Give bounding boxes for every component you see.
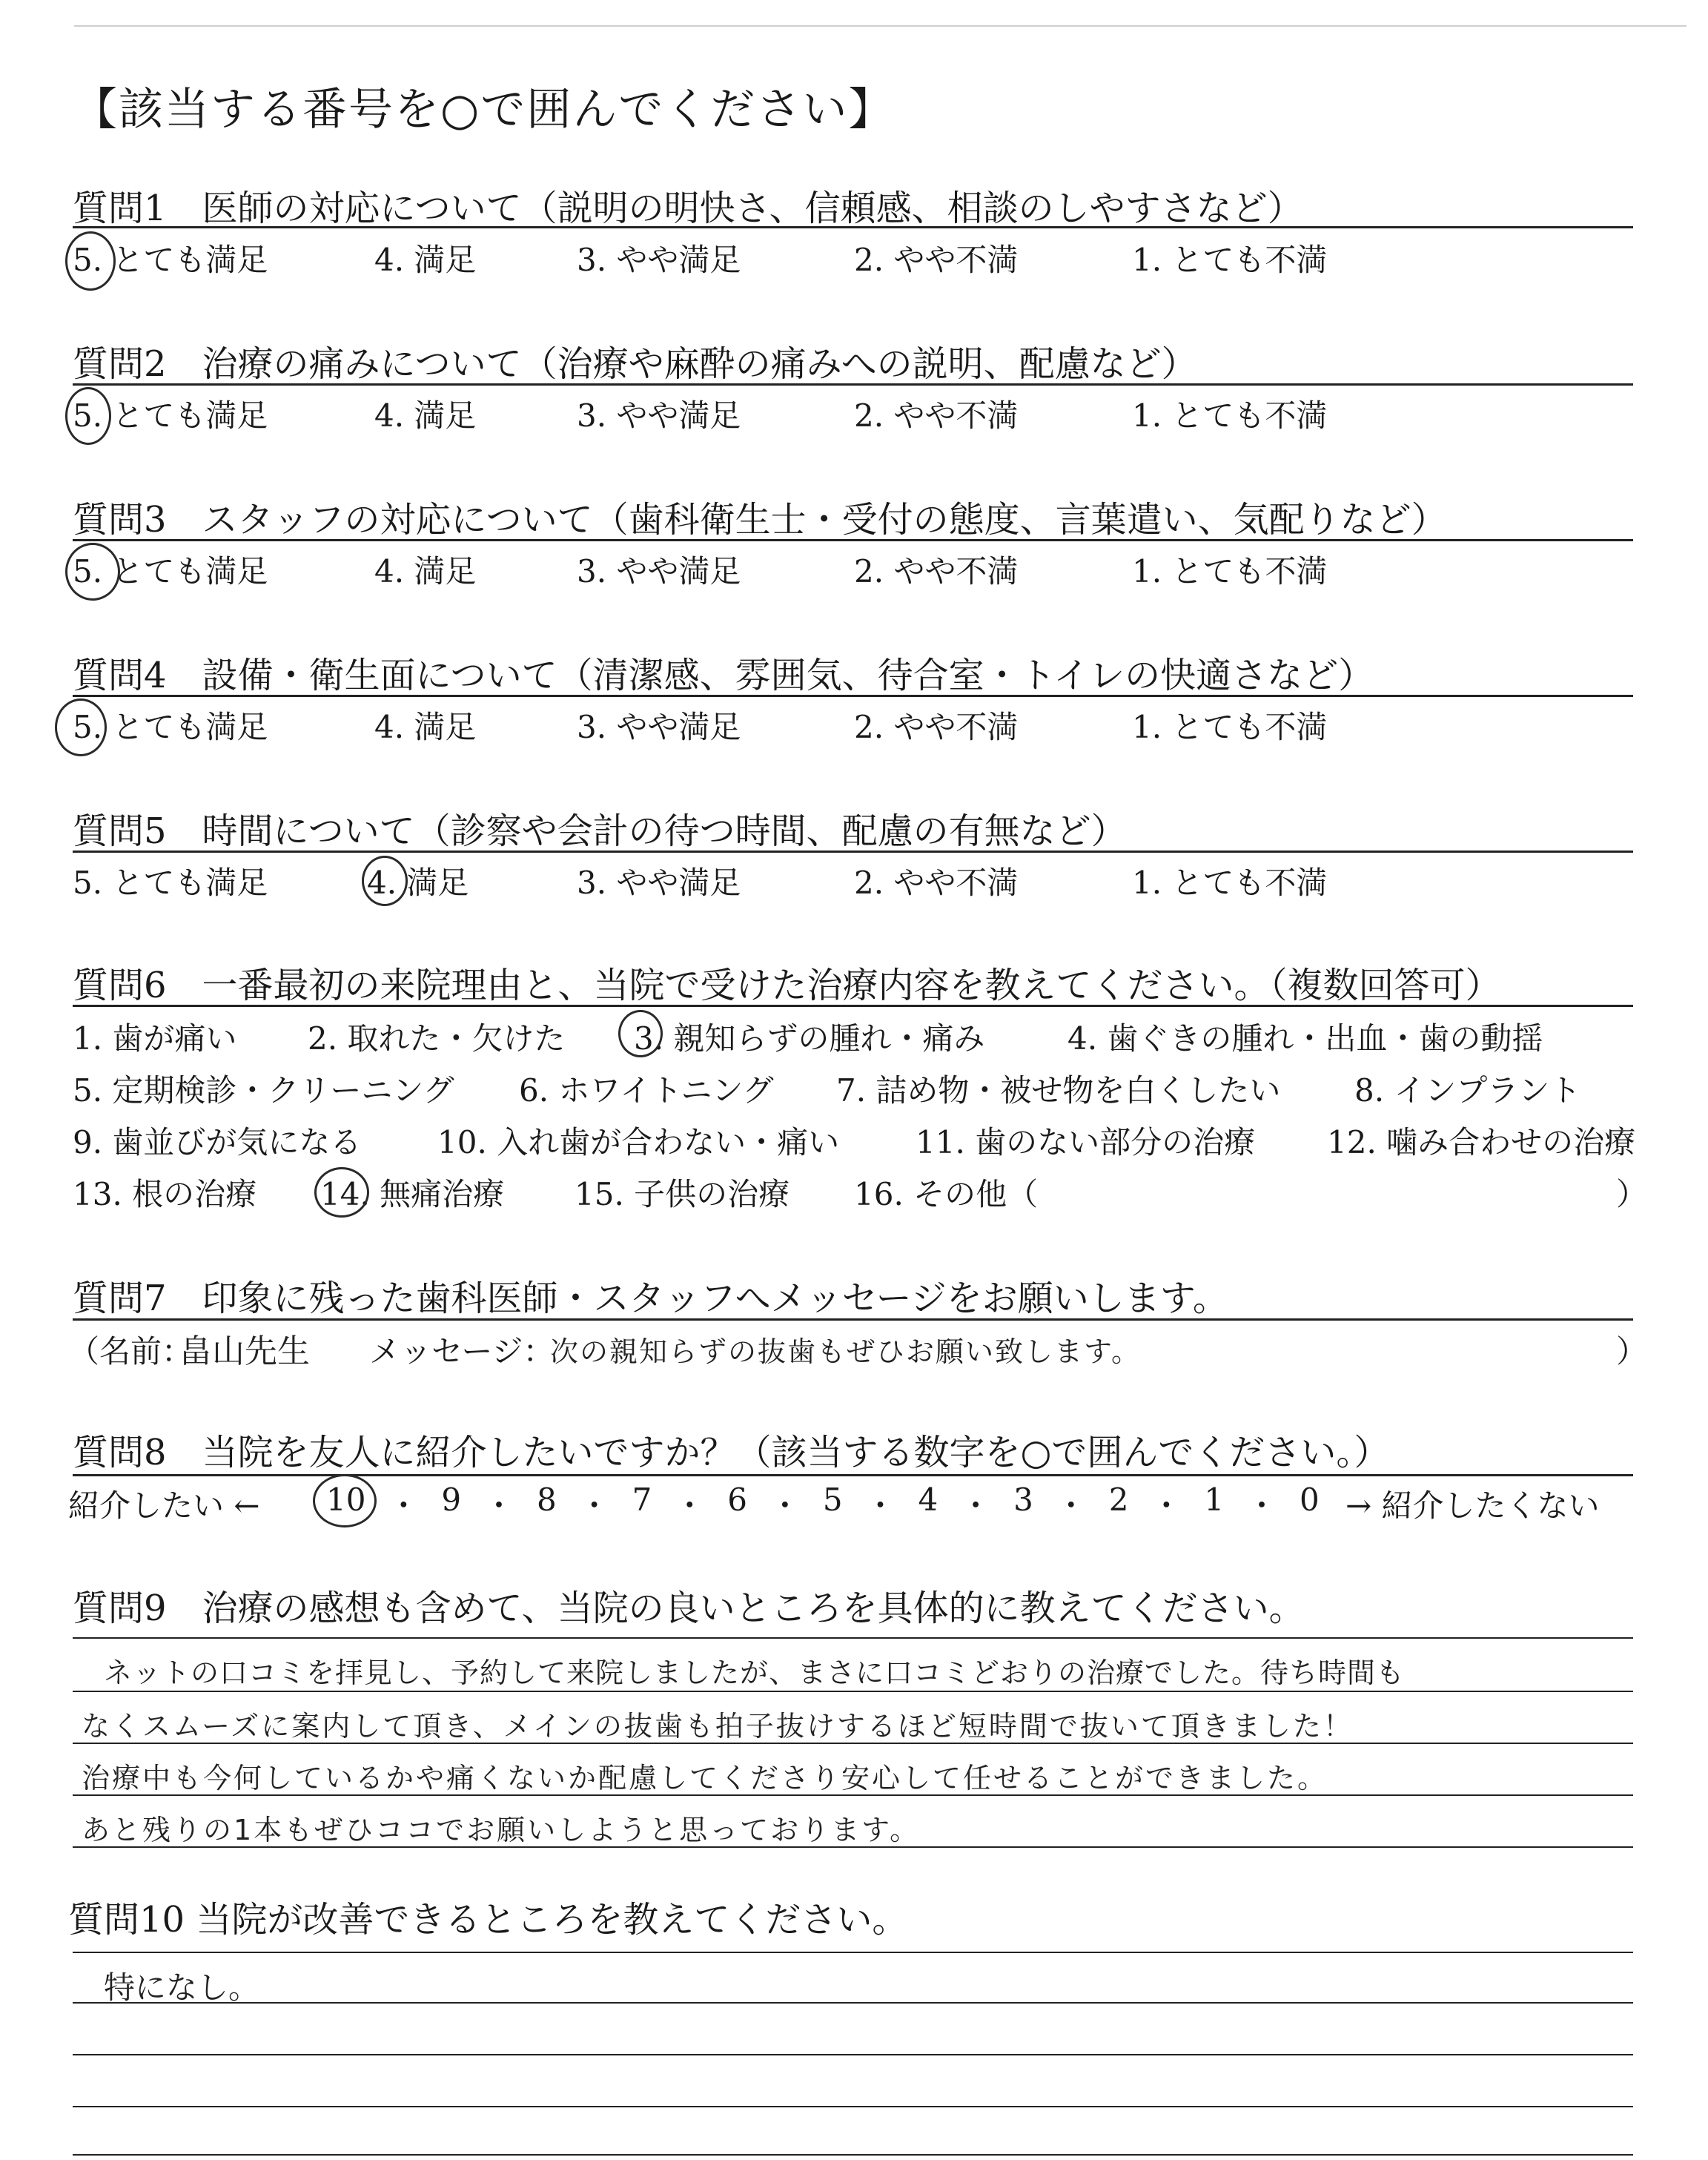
- q9-answer-line-2[interactable]: なくスムーズに案内して頂き、メインの抜歯も拍子抜けするほど短時間で抜いて頂きました！: [82, 1710, 1354, 1743]
- q6-option-7[interactable]: 7. 詰め物・被せ物を白くしたい: [836, 1072, 1281, 1109]
- q6-option-16[interactable]: 16. その他（: [854, 1176, 1039, 1212]
- q3-rule: [73, 539, 1633, 541]
- q10-rule-4: [73, 2154, 1633, 2156]
- q6-option-4[interactable]: 4. 歯ぐきの腫れ・出血・歯の動揺: [1068, 1020, 1543, 1057]
- q1-option-2[interactable]: 2. やや不満: [854, 242, 1019, 278]
- q8-left-label: 紹介したい ←: [68, 1487, 260, 1524]
- q1-selection-circle: [65, 231, 116, 291]
- q4-option-2[interactable]: 2. やや不満: [854, 709, 1019, 745]
- q6-option-12[interactable]: 12. 噛み合わせの治療: [1327, 1124, 1636, 1160]
- q6-option-6[interactable]: 6. ホワイトニング: [519, 1072, 774, 1109]
- q2-option-1[interactable]: 1. とても不満: [1132, 397, 1328, 434]
- q6-option-1[interactable]: 1. 歯が痛い: [73, 1020, 237, 1057]
- q7-message-value[interactable]: 次の親知らずの抜歯もぜひお願い致します。: [550, 1335, 1141, 1368]
- q8-scale-9[interactable]: 9: [441, 1482, 462, 1518]
- q1-option-5[interactable]: 5. とても満足: [73, 242, 268, 278]
- q6-option-11[interactable]: 11. 歯のない部分の治療: [916, 1124, 1256, 1160]
- q2-option-3[interactable]: 3. やや満足: [577, 397, 741, 434]
- q6-title: 質問6 一番最初の来院理由と、当院で受けた治療内容を教えてください。（複数回答可）: [73, 965, 1501, 1006]
- top-border: [74, 25, 1687, 27]
- q8-scale-1[interactable]: 1: [1204, 1482, 1225, 1518]
- q1-rule: [73, 226, 1633, 228]
- q8-scale-separator: ・: [388, 1487, 420, 1524]
- q8-scale-separator: ・: [578, 1487, 610, 1524]
- q5-option-3[interactable]: 3. やや満足: [577, 865, 741, 901]
- q7-name-label: （名前：: [68, 1333, 193, 1370]
- q2-option-5[interactable]: 5. とても満足: [73, 397, 268, 434]
- q1-option-1[interactable]: 1. とても不満: [1132, 242, 1328, 278]
- q3-option-1[interactable]: 1. とても不満: [1132, 553, 1328, 589]
- q6-selection-circle-14: [314, 1167, 369, 1218]
- q5-option-5[interactable]: 5. とても満足: [73, 865, 268, 901]
- q8-selection-circle: [313, 1474, 377, 1527]
- q4-selection-circle: [55, 698, 107, 756]
- q8-scale-7[interactable]: 7: [632, 1482, 652, 1518]
- q3-title: 質問3 スタッフの対応について（歯科衛生士・受付の態度、言葉遣い、気配りなど）: [73, 499, 1447, 541]
- q6-option-13[interactable]: 13. 根の治療: [73, 1176, 257, 1212]
- q4-option-1[interactable]: 1. とても不満: [1132, 709, 1328, 745]
- q4-title: 質問4 設備・衛生面について（清潔感、雰囲気、待合室・トイレの快適さなど）: [73, 655, 1374, 696]
- q3-option-4[interactable]: 4. 満足: [374, 553, 477, 589]
- q9-answer-line-1[interactable]: ネットの口コミを拝見し、予約して来院しましたが、まさに口コミどおりの治療でした。待ち時間も: [104, 1657, 1406, 1689]
- q10-answer-line-1[interactable]: 特になし。: [104, 1969, 260, 2006]
- q3-option-2[interactable]: 2. やや不満: [854, 553, 1019, 589]
- q1-option-4[interactable]: 4. 満足: [374, 242, 477, 278]
- q7-message-label: メッセージ：: [369, 1333, 555, 1370]
- q2-rule: [73, 383, 1633, 386]
- q9-answer-line-4[interactable]: あと残りの1本もぜひココでお願いしようと思っております。: [82, 1814, 921, 1846]
- page-title: 【該当する番号を○で囲んでください】: [73, 84, 895, 136]
- q4-option-3[interactable]: 3. やや満足: [577, 709, 741, 745]
- q8-scale-separator: ・: [1246, 1487, 1278, 1524]
- q8-scale-0[interactable]: 0: [1299, 1482, 1320, 1518]
- q8-scale: [326, 1482, 1320, 1526]
- q8-rule: [73, 1474, 1633, 1476]
- q10-rule-3: [73, 2106, 1633, 2107]
- q1-option-3[interactable]: 3. やや満足: [577, 242, 741, 278]
- q4-option-5[interactable]: 5. とても満足: [73, 709, 268, 745]
- q6-option-14[interactable]: 14. 無痛治療: [320, 1176, 505, 1212]
- q8-scale-5[interactable]: 5: [822, 1482, 843, 1518]
- q8-title: 質問8 当院を友人に紹介したいですか？（該当する数字を○で囲んでください。）: [73, 1432, 1390, 1473]
- q10-rule-0: [73, 1952, 1633, 1953]
- q5-option-2[interactable]: 2. やや不満: [854, 865, 1019, 901]
- q5-rule: [73, 851, 1633, 853]
- q4-option-4[interactable]: 4. 満足: [374, 709, 477, 745]
- q7-rule: [73, 1318, 1633, 1321]
- q8-scale-10[interactable]: 10: [326, 1482, 366, 1518]
- q4-rule: [73, 695, 1633, 697]
- q9-title: 質問9 治療の感想も含めて、当院の良いところを具体的に教えてください。: [73, 1588, 1305, 1629]
- q2-option-2[interactable]: 2. やや不満: [854, 397, 1019, 434]
- q8-scale-separator: ・: [674, 1487, 706, 1524]
- q6-option-15[interactable]: 15. 子供の治療: [575, 1176, 790, 1212]
- q8-right-label: → 紹介したくない: [1345, 1487, 1600, 1524]
- q3-option-5[interactable]: 5. とても満足: [73, 553, 268, 589]
- q8-scale-separator: ・: [1055, 1487, 1087, 1524]
- q5-title: 質問5 時間について（診察や会計の待つ時間、配慮の有無など）: [73, 810, 1127, 852]
- q7-name-value[interactable]: 畠山先生: [179, 1332, 310, 1370]
- q10-title: 質問10 当院が改善できるところを教えてください。: [68, 1899, 908, 1941]
- q8-scale-separator: ・: [1151, 1487, 1182, 1524]
- q7-close-paren: ）: [1616, 1333, 1648, 1370]
- q9-rule-0: [73, 1637, 1633, 1639]
- q6-option-2[interactable]: 2. 取れた・欠けた: [308, 1020, 566, 1057]
- q3-option-3[interactable]: 3. やや満足: [577, 553, 741, 589]
- q6-rule: [73, 1005, 1633, 1007]
- q6-option-3[interactable]: 3. 親知らずの腫れ・痛み: [634, 1020, 985, 1057]
- q6-option-8[interactable]: 8. インプラント: [1354, 1072, 1581, 1109]
- q7-title: 質問7 印象に残った歯科医師・スタッフへメッセージをお願いします。: [73, 1278, 1228, 1319]
- q2-selection-circle: [65, 387, 111, 445]
- q6-option-9[interactable]: 9. 歯並びが気になる: [73, 1124, 362, 1160]
- q8-scale-separator: ・: [483, 1487, 515, 1524]
- q6-other-close-paren: ）: [1616, 1176, 1648, 1212]
- q5-selection-circle: [362, 856, 408, 906]
- q9-answer-line-3[interactable]: 治療中も今何しているかや痛くないか配慮してくださり安心して任せることができました。: [82, 1762, 1328, 1794]
- q8-scale-8[interactable]: 8: [536, 1482, 557, 1518]
- q8-scale-separator: ・: [864, 1487, 896, 1524]
- q6-selection-circle-3: [618, 1010, 663, 1057]
- q8-scale-separator: ・: [960, 1487, 992, 1524]
- q10-rule-1: [73, 2002, 1633, 2004]
- q3-selection-circle: [65, 543, 120, 601]
- q8-scale-6[interactable]: 6: [727, 1482, 747, 1518]
- q9-rule-1: [73, 1691, 1633, 1692]
- q10-rule-2: [73, 2054, 1633, 2055]
- q5-option-4[interactable]: 4. 満足: [367, 865, 469, 901]
- q2-title: 質問2 治療の痛みについて（治療や麻酔の痛みへの説明、配慮など）: [73, 343, 1197, 385]
- q6-option-5[interactable]: 5. 定期検診・クリーニング: [73, 1072, 454, 1109]
- q8-scale-3[interactable]: 3: [1013, 1482, 1033, 1518]
- q8-scale-2[interactable]: 2: [1108, 1482, 1129, 1518]
- q8-scale-4[interactable]: 4: [918, 1482, 939, 1518]
- q6-option-10[interactable]: 10. 入れ歯が合わない・痛い: [437, 1124, 840, 1160]
- q5-option-1[interactable]: 1. とても不満: [1132, 865, 1328, 901]
- q2-option-4[interactable]: 4. 満足: [374, 397, 477, 434]
- q8-scale-separator: ・: [769, 1487, 801, 1524]
- q1-title: 質問1 医師の対応について（説明の明快さ、信頼感、相談のしやすさなど）: [73, 188, 1303, 229]
